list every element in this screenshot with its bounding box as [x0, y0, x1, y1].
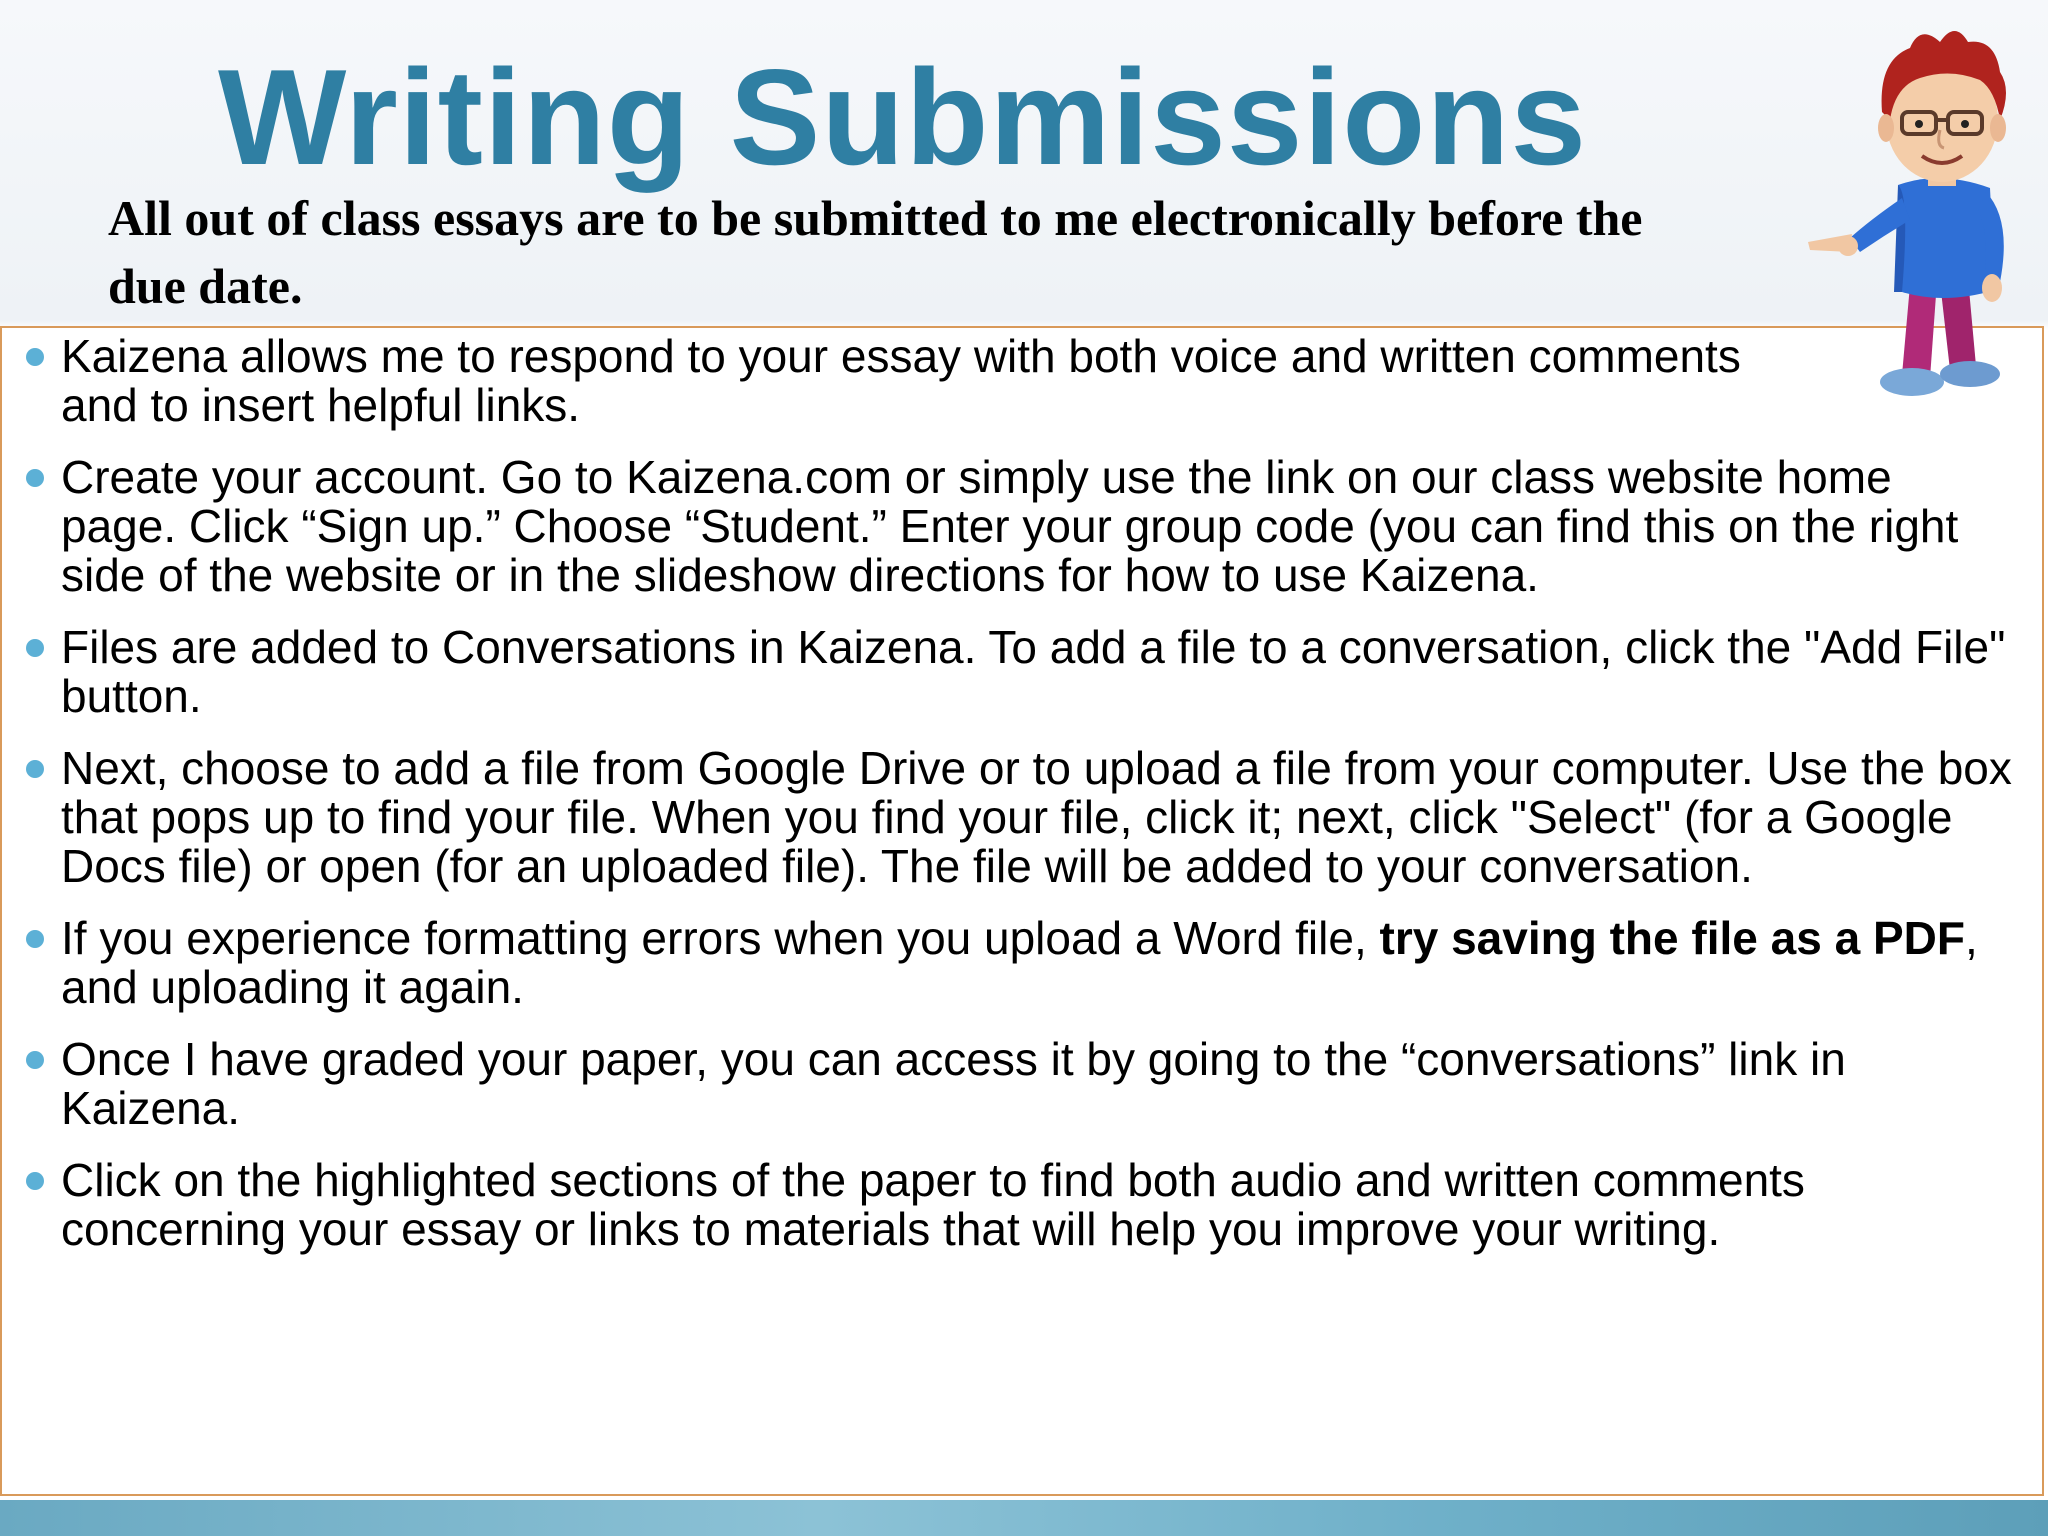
bullet-dot-icon [26, 930, 44, 948]
bullet-item-access-graded [0, 1035, 2040, 1133]
bullet-text: Kaizena allows me to respond to your essay with both voice and written comments and to insert helpful links. [61, 330, 1741, 431]
bullet-text: Once I have graded your paper, you can access it by going to the “conversations” link in Kaizena. [61, 1033, 1846, 1134]
bullet-text-before: If you experience formatting errors when you upload a Word file, [61, 912, 1380, 964]
bullet-dot-icon [26, 1172, 44, 1190]
bullet-text: Create your account. Go to Kaizena.com or simply use the link on our class website home page. Click “Sign up.” Choose “Student.” Enter your group code (you can find this on the right side of the website or in the slideshow directions for how to use Kaizena. [61, 451, 1959, 601]
cartoon-man-pointing-icon [1790, 20, 2020, 410]
bullet-item-formatting-errors [0, 914, 2040, 1012]
bullet-dot-icon [26, 469, 44, 487]
bullet-item-choose-file [0, 744, 2040, 891]
bullet-text-bold: try saving the file as a PDF [1379, 912, 1965, 964]
bullet-item-kaizena-intro [0, 332, 2040, 430]
bullet-text: Files are added to Conversations in Kaizena. To add a file to a conversation, click the "Add File" button. [61, 621, 2006, 722]
bullet-dot-icon [26, 760, 44, 778]
bullet-item-add-file [0, 623, 2040, 721]
bullet-item-create-account [0, 453, 2040, 600]
slide-title: Writing Submissions [218, 41, 1588, 193]
bullet-text: Next, choose to add a file from Google Drive or to upload a file from your computer. Use the box that pops up to find your file. When you find your file, click it; next, click "Select" (for a Google Docs file) or open (for an uploaded file). The file will be added to your conversation. [61, 742, 2012, 892]
bullet-text: Click on the highlighted sections of the paper to find both audio and written comments concerning your essay or links to materials that will help you improve your writing. [61, 1154, 1805, 1255]
bullet-dot-icon [26, 639, 44, 657]
bullet-dot-icon [26, 348, 44, 366]
bullet-item-highlighted-sections [0, 1156, 2040, 1254]
bullet-dot-icon [26, 1051, 44, 1069]
slide-subtitle: All out of class essays are to be submitted to me electronically before the due date. [108, 190, 1643, 314]
bottom-band [0, 1500, 2048, 1536]
bullet-text-after: , and uploading it again. [61, 912, 1978, 1013]
bullet-list [0, 332, 2040, 1277]
